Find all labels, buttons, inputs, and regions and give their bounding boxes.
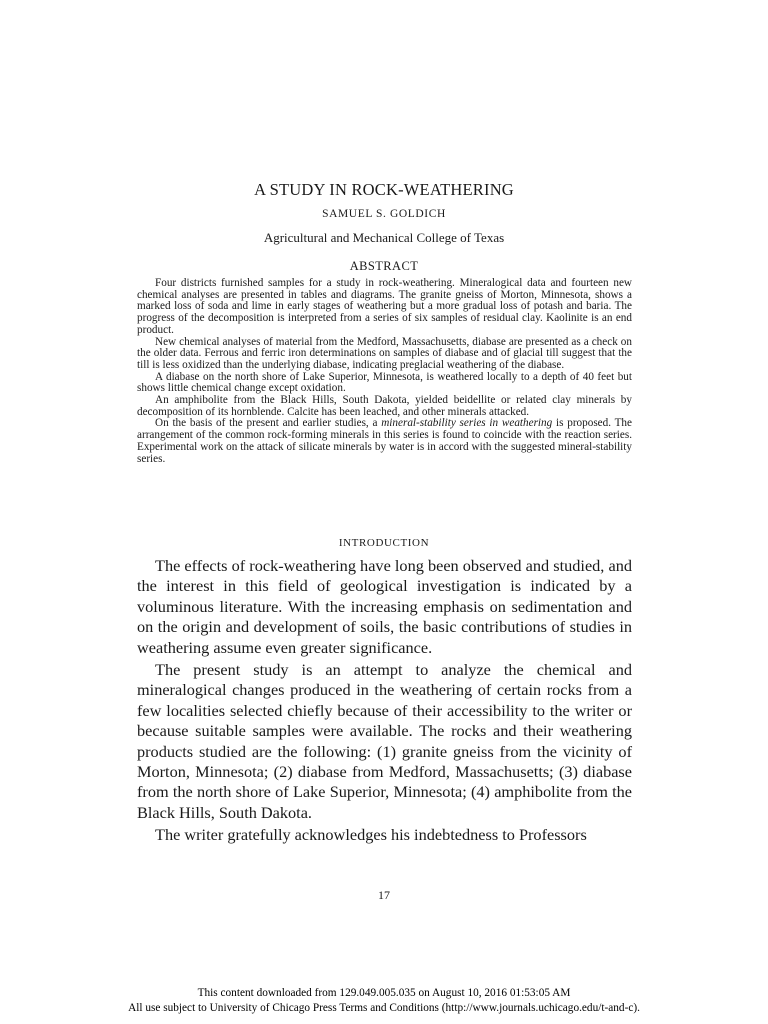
body-text — [137, 556, 632, 848]
body-paragraph: The present study is an attempt to analyze the chemical and mineralogical changes produced in the weathering of certain rocks from a few localities selected chiefly because of their accessibility to the writer or because suitable samples were available. The rocks and their weathering products studied are the following: (1) granite gneiss from the vicinity of Morton, Minnesota; (2) diabase from Medford, Massachusetts; (3) diabase from the north shore of Lake Superior, Minnesota; (4) amphibolite from the Black Hills, South Dakota. — [137, 660, 632, 822]
article-title: A STUDY IN ROCK-WEATHERING — [254, 180, 514, 199]
abstract-paragraph: New chemical analyses of material from the Medford, Massachusetts, diabase are presented as a check on the older data. Ferrous and ferric iron determinations on samples of diabase and of glacial till suggest that the till is less oxidized than the underlying diabase, indicating preglacial weathering of the diabase. — [137, 335, 632, 371]
body-paragraph: The writer gratefully acknowledges his indebtedness to Professors — [155, 825, 587, 845]
introduction-heading: INTRODUCTION — [338, 537, 430, 549]
abstract-paragraph: An amphibolite from the Black Hills, South Dakota, yielded beidellite or related clay minerals by decomposition of its hornblende. Calcite has been leached, and other minerals attacked. — [137, 394, 632, 418]
footer-download-info: This content downloaded from 129.049.005.035 on August 10, 2016 01:53:05 AM — [197, 987, 571, 999]
body-paragraph: The effects of rock-weathering have long been observed and studied, and the interest in this field of geological investigation is indicated by a voluminous literature. With the increasing emphasis on sedimentation and on the origin and development of soils, the basic contributions of studies in weathering assume even greater significance. — [137, 556, 632, 657]
abstract-text: is proposed. The arrangement of the common rock-forming minerals in this series is found to coincide with the reaction series. Experimental work on the attack of silicate minerals by water is in accord with the suggested mineral-stability series. — [137, 417, 632, 465]
page-number: 17 — [378, 888, 390, 902]
abstract-block — [137, 278, 632, 465]
download-footer — [0, 986, 768, 1016]
abstract-text: On the basis of the present and earlier studies, a — [155, 417, 382, 430]
abstract-heading: ABSTRACT — [349, 259, 419, 273]
footer-terms-notice: All use subject to University of Chicago Press Terms and Conditions (http://www.journals.uchicago.edu/t-and-c). — [128, 1002, 640, 1014]
abstract-italic-term: mineral-stability series in weathering — [381, 417, 553, 430]
author-affiliation: Agricultural and Mechanical College of Texas — [263, 230, 505, 245]
abstract-paragraph: Four districts furnished samples for a study in rock-weathering. Mineralogical data and fourteen new chemical analyses are presented in tables and diagrams. The granite gneiss of Morton, Minnesota, shows a marked loss of soda and lime in early stages of weathering but a more gradual loss of potash and baria. The progress of the decomposition is interpreted from a series of six samples of residual clay. Kaolinite is an end product. — [137, 277, 632, 336]
article-author: SAMUEL S. GOLDICH — [322, 208, 446, 220]
abstract-paragraph: A diabase on the north shore of Lake Superior, Minnesota, is weathered locally to a depth of 40 feet but shows little chemical change except oxidation. — [137, 370, 632, 395]
abstract-paragraph — [137, 418, 632, 465]
